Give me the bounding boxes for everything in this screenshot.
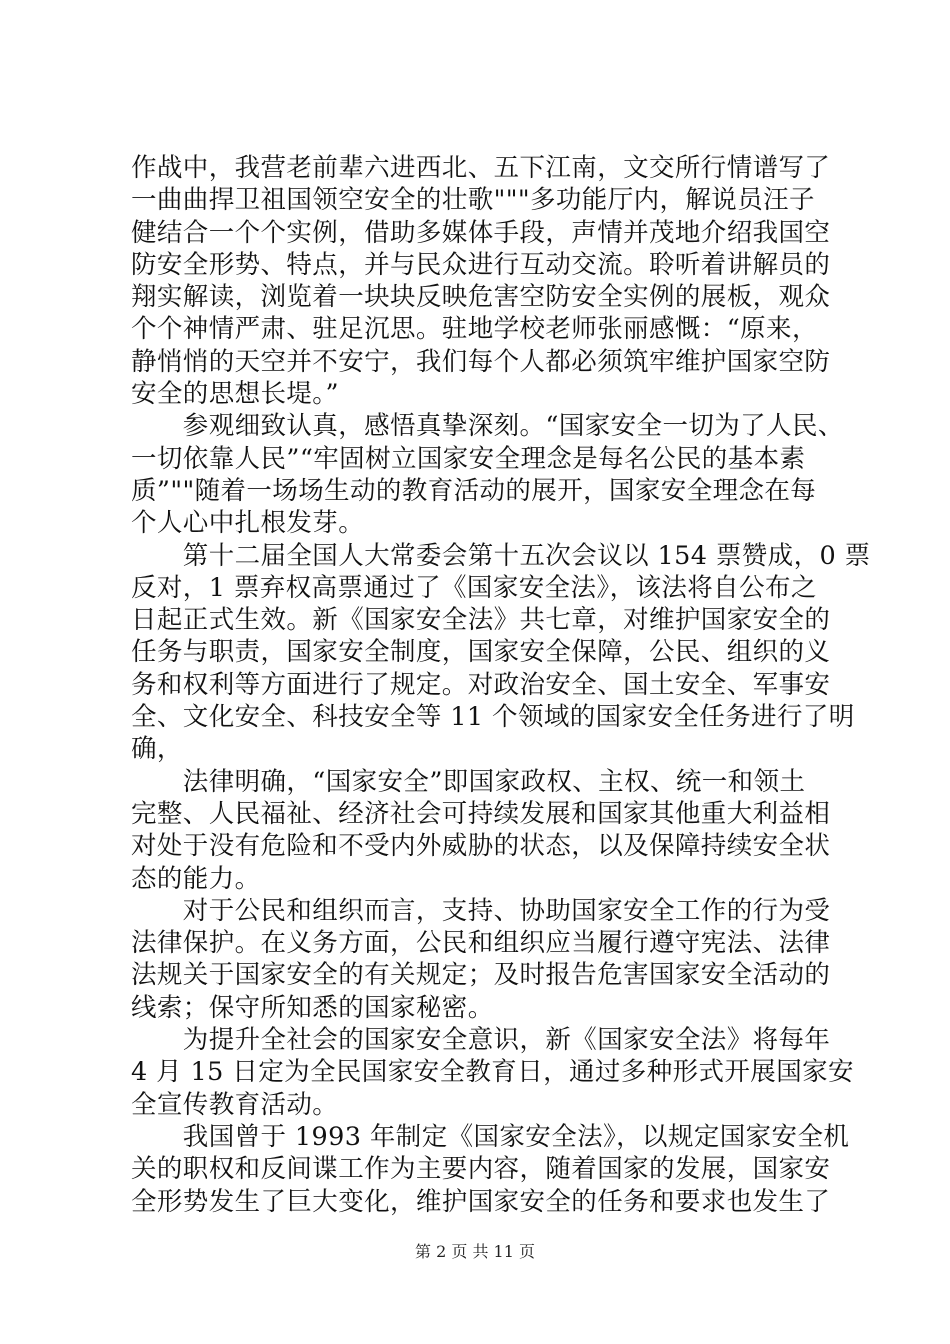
text-line: 完整、人民福祉、经济社会可持续发展和国家其他重大利益相 — [131, 798, 831, 829]
text-line: 一切依靠人民”“牢固树立国家安全理念是每名公民的基本素 — [131, 443, 806, 474]
text-line: 线索；保守所知悉的国家秘密。 — [131, 992, 494, 1023]
page-footer: 第 2 页 共 11 页 — [415, 1242, 535, 1261]
text-line: 质”""随着一场场生动的教育活动的展开，国家安全理念在每 — [131, 475, 817, 506]
text-line: 防安全形势、特点，并与民众进行互动交流。聆听着讲解员的 — [131, 249, 831, 280]
text-line: 法规关于国家安全的有关规定；及时报告危害国家安全活动的 — [131, 960, 831, 991]
text-line: 个个神情严肃、驻足沉思。驻地学校老师张丽感慨：“原来， — [131, 314, 818, 345]
text-line: 法律明确，“国家安全”即国家政权、主权、统一和领土 — [131, 766, 806, 797]
text-line: 对于公民和组织而言，支持、协助国家安全工作的行为受 — [131, 895, 831, 926]
text-line: 反对，1 票弃权高票通过了《国家安全法》，该法将自公布之 — [131, 572, 817, 603]
text-line: 第十二届全国人大常委会第十五次会议以 154 票赞成，0 票 — [131, 540, 871, 571]
text-line: 作战中，我营老前辈六进西北、五下江南，文交所行情谱写了 — [131, 153, 831, 183]
text-line: 我国曾于 1993 年制定《国家安全法》，以规定国家安全机 — [131, 1121, 850, 1152]
text-line: 关的职权和反间谍工作为主要内容，随着国家的发展，国家安 — [131, 1154, 831, 1185]
text-line: 翔实解读，浏览着一块块反映危害空防安全实例的展板，观众 — [131, 282, 831, 313]
text-line: 一曲曲捍卫祖国领空安全的壮歌"""多功能厅内，解说员汪子 — [131, 185, 815, 216]
text-line: 全形势发生了巨大变化，维护国家安全的任务和要求也发生了 — [131, 1186, 831, 1217]
text-line: 态的能力。 — [131, 863, 261, 894]
text-line: 任务与职责，国家安全制度，国家安全保障，公民、组织的义 — [131, 637, 831, 668]
text-line: 为提升全社会的国家安全意识，新《国家安全法》将每年 — [131, 1025, 831, 1056]
document-body — [131, 152, 871, 1218]
text-line: 全、文化安全、科技安全等 11 个领域的国家安全任务进行了明 — [131, 702, 855, 733]
text-line: 健结合一个个实例，借助多媒体手段，声情并茂地介绍我国空 — [131, 217, 831, 248]
text-line: 静悄悄的天空并不安宁，我们每个人都必须筑牢维护国家空防 — [131, 346, 831, 377]
text-line: 个人心中扎根发芽。 — [131, 508, 365, 539]
text-line: 对处于没有危险和不受内外威胁的状态，以及保障持续安全状 — [131, 831, 831, 862]
text-line: 4 月 15 日定为全民国家安全教育日，通过多种形式开展国家安 — [131, 1057, 854, 1088]
text-line: 全宣传教育活动。 — [131, 1089, 339, 1120]
text-line: 确， — [131, 734, 183, 765]
text-line: 日起正式生效。新《国家安全法》共七章，对维护国家安全的 — [131, 605, 831, 636]
text-line: 法律保护。在义务方面，公民和组织应当履行遵守宪法、法律 — [131, 928, 831, 959]
text-line: 参观细致认真，感悟真挚深刻。“国家安全一切为了人民、 — [131, 411, 844, 442]
text-line: 安全的思想长堤。” — [131, 379, 339, 410]
text-line: 务和权利等方面进行了规定。对政治安全、国土安全、军事安 — [131, 669, 831, 700]
